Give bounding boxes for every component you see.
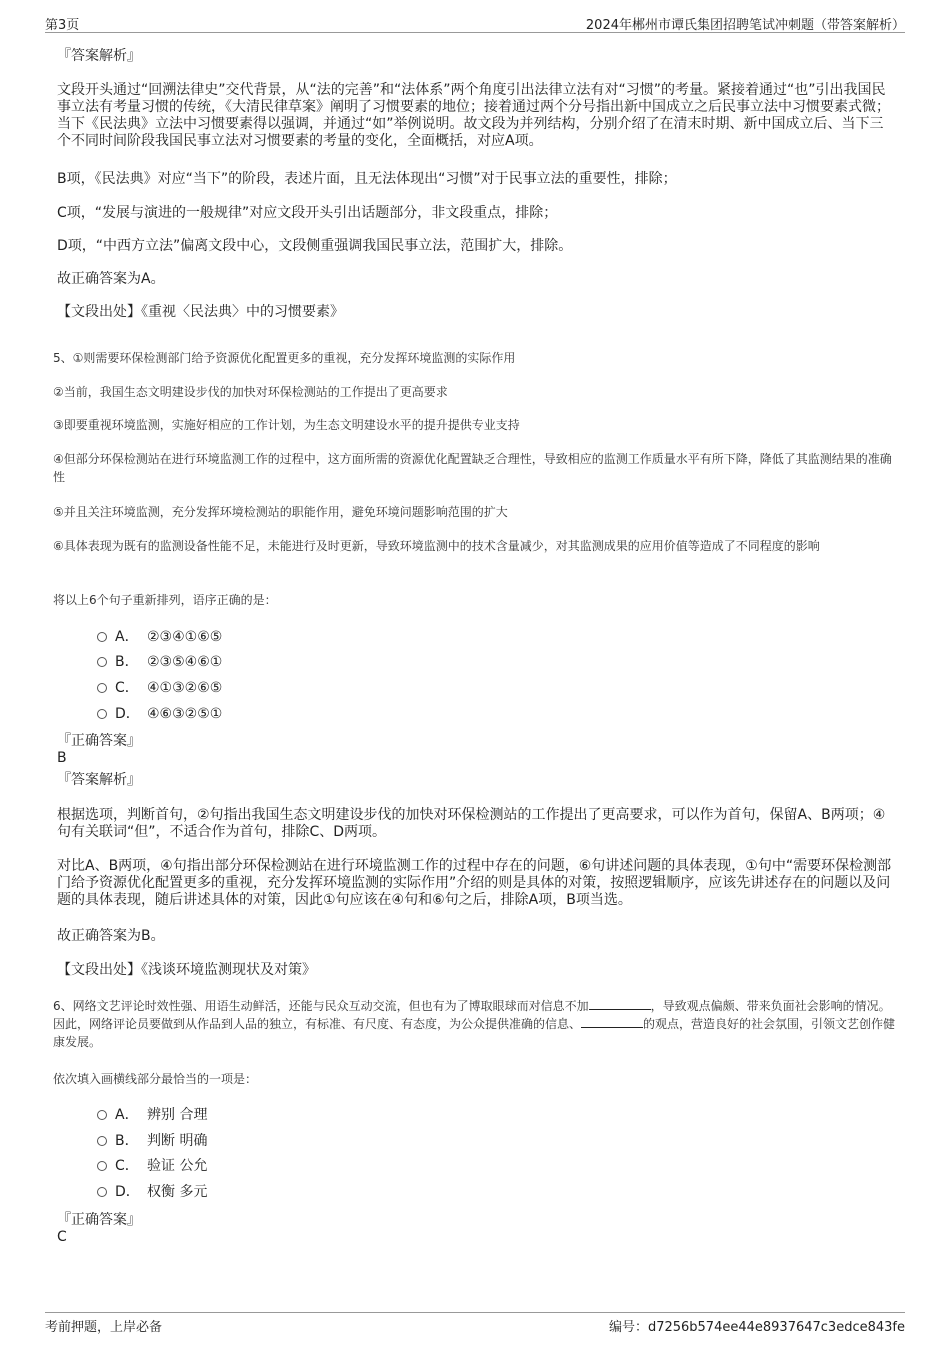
q4-answer-line: 故正确答案为A。 xyxy=(57,271,165,287)
q4-analysis-p4: D项，“中西方立法”偏离文段中心，文段侧重强调我国民事立法，范围扩大，排除。 xyxy=(57,238,573,254)
q5-answer-line: 故正确答案为B。 xyxy=(57,928,165,944)
q5-sentence-3: ③即要重视环境监测，实施好相应的工作计划，为生态文明建设水平的提升提供专业支持 xyxy=(53,418,520,432)
radio-icon[interactable] xyxy=(97,1161,107,1171)
q6-answer: C xyxy=(57,1229,67,1245)
q6-option-b[interactable]: B． 判断 明确 xyxy=(97,1132,207,1150)
page-number: 第3页 xyxy=(45,18,80,33)
radio-icon[interactable] xyxy=(97,632,107,642)
radio-icon[interactable] xyxy=(97,1187,107,1197)
q6-prompt: 依次填入画横线部分最恰当的一项是： xyxy=(53,1072,258,1086)
q6-option-c[interactable]: C． 验证 公允 xyxy=(97,1157,207,1175)
q4-analysis-p2: B项，《民法典》对应“当下”的阶段，表述片面，且无法体现出“习惯”对于民事立法的重要性，排除； xyxy=(57,171,677,187)
document-title: 2024年郴州市谭氏集团招聘笔试冲刺题（带答案解析） xyxy=(585,18,905,33)
q5-sentence-2: ②当前，我国生态文明建设步伐的加快对环保检测站的工作提出了更高要求 xyxy=(53,385,448,399)
radio-icon[interactable] xyxy=(97,1136,107,1146)
q5-option-b[interactable]: B． ②③⑤④⑥① xyxy=(97,653,222,671)
radio-icon[interactable] xyxy=(97,657,107,667)
q5-sentence-6: ⑥具体表现为既有的监测设备性能不足，未能进行及时更新，导致环境监测中的技术含量减少，对其监测成果的应用价值等造成了不同程度的影响 xyxy=(53,539,820,553)
fill-blank-2[interactable] xyxy=(581,1015,643,1028)
page-header xyxy=(45,14,905,33)
q5-option-a[interactable]: A． ②③④①⑥⑤ xyxy=(97,628,222,646)
q5-sentence-4: ④但部分环保检测站在进行环境监测工作的过程中，这方面所需的资源优化配置缺乏合理性，导致相应的监测工作质量水平有所下降，降低了其监测结果的准确性 xyxy=(53,452,892,484)
q5-sentence-1: 5、①则需要环保检测部门给予资源优化配置更多的重视，充分发挥环境监测的实际作用 xyxy=(53,351,516,365)
q4-analysis-p1: 文段开头通过“回溯法律史”交代背景，从“法的完善”和“法体系”两个角度引出法律立法有对“习惯”的考量。紧接着通过“也”引出我国民事立法有考量习惯的传统，《大清民律草案》阐明了习惯要素的地位；接着通过两个分号指出新中国成立之后民事立法中习惯要素式微；当下《民法典》立法中习惯要素得以强调，并通过“如”举例说明。故文段为并列结构，分别介绍了在清末时期、新中国成立后、当下三个不同时间阶段我国民事立法对习惯要素的考量的变化，全面概括，对应A项。 xyxy=(57,82,890,149)
q5-analysis-label: 『答案解析』 xyxy=(57,772,141,788)
q5-answer: B xyxy=(57,750,67,766)
q5-analysis-p2: 对比A、B两项，④句指出部分环保检测站在进行环境监测工作的过程中存在的问题，⑥句讲述问题的具体表现，①句中“需要环保检测部门给予资源优化配置更多的重视，充分发挥环境监测的实际作用”介绍的则是具体的对策，按照逻辑顺序，应该先讲述存在的问题以及问题的具体表现，随后讲述具体的对策，因此①句应该在④句和⑥句之后，排除A项，B项当选。 xyxy=(57,858,892,908)
q6-option-d[interactable]: D． 权衡 多元 xyxy=(97,1183,207,1201)
q4-analysis-p3: C项，“发展与演进的一般规律”对应文段开头引出话题部分，非文段重点，排除； xyxy=(57,205,558,221)
q6-stem: 6、网络文艺评论时效性强、用语生动鲜活，还能与民众互动交流，但也有为了博取眼球而对信息不加 ，导致观点偏颇、带来负面社会影响的情况。因此，网络评论员要做到从作品到人品的独立，有标准、有尺度、有态度，为公众提供准确的信息、 的观点，营造良好的社会氛围，引领文艺创作健康发展。 xyxy=(53,999,896,1049)
radio-icon[interactable] xyxy=(97,1110,107,1120)
radio-icon[interactable] xyxy=(97,709,107,719)
q5-answer-label: 『正确答案』 xyxy=(57,733,141,749)
q5-option-c[interactable]: C． ④①③②⑥⑤ xyxy=(97,679,222,697)
footer-slogan: 考前押题，上岸必备 xyxy=(45,1320,163,1335)
document-code: 编号：d7256b574ee44e8937647c3edce843fe xyxy=(608,1320,905,1335)
q6-option-a[interactable]: A． 辨别 合理 xyxy=(97,1106,207,1124)
q5-sentence-5: ⑤并且关注环境监测，充分发挥环境检测站的职能作用，避免环境问题影响范围的扩大 xyxy=(53,505,508,519)
q5-prompt: 将以上6个句子重新排列，语序正确的是： xyxy=(53,593,277,607)
q4-analysis-label: 『答案解析』 xyxy=(57,48,141,64)
q5-source: 【文段出处】《浅谈环境监测现状及对策》 xyxy=(57,962,316,978)
q6-answer-label: 『正确答案』 xyxy=(57,1212,141,1228)
page-footer xyxy=(45,1312,905,1336)
fill-blank-1[interactable] xyxy=(589,997,651,1010)
radio-icon[interactable] xyxy=(97,683,107,693)
q5-analysis-p1: 根据选项，判断首句，②句指出我国生态文明建设步伐的加快对环保检测站的工作提出了更高要求，可以作为首句，保留A、B两项；④句有关联词“但”，不适合作为首句，排除C、D两项。 xyxy=(57,807,886,840)
q5-option-d[interactable]: D． ④⑥③②⑤① xyxy=(97,705,222,723)
q4-source: 【文段出处】《重视〈民法典〉中的习惯要素》 xyxy=(57,304,344,320)
